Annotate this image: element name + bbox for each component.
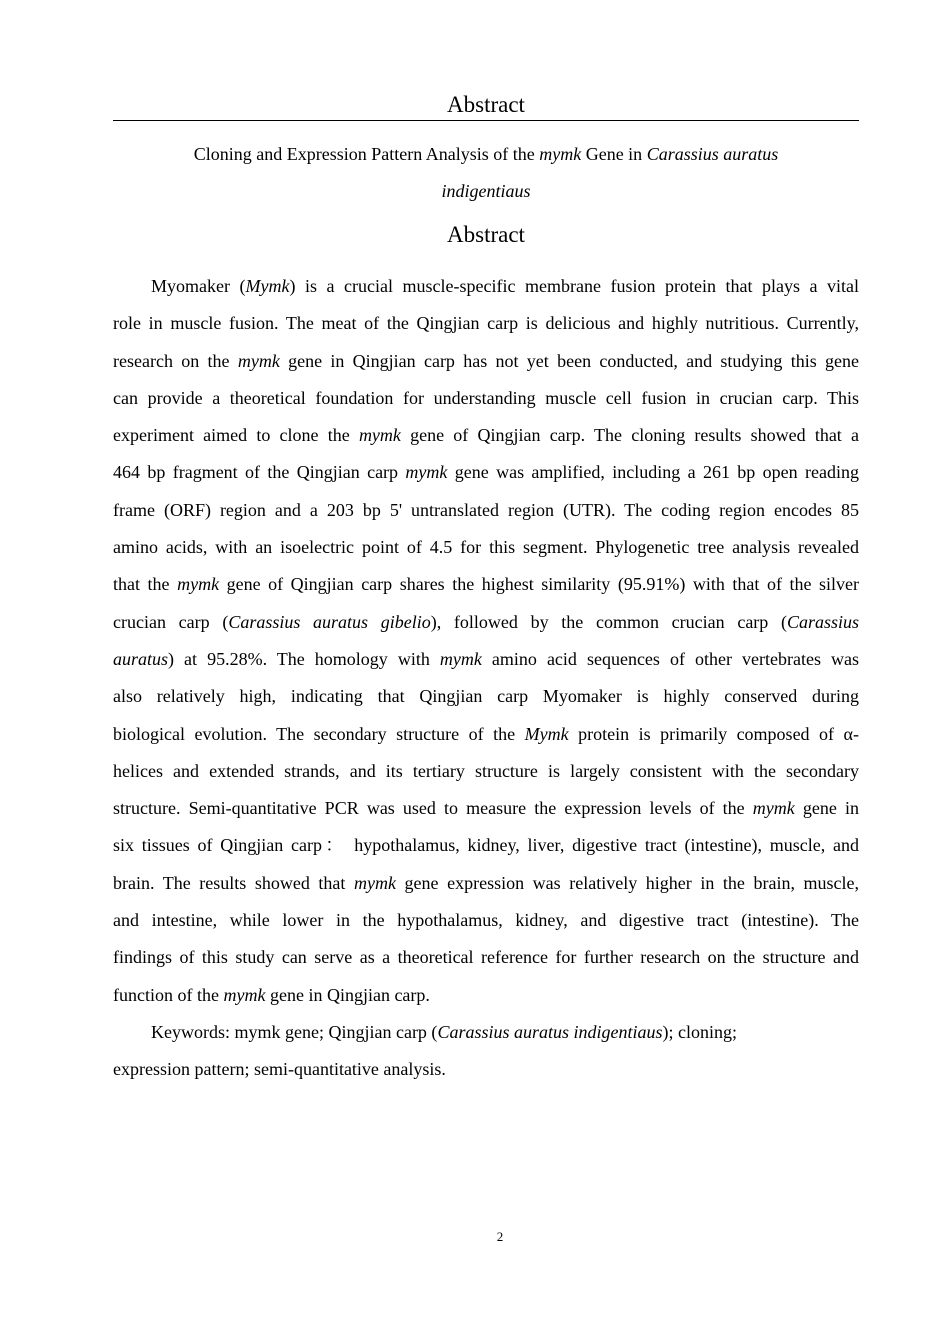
- header-rule: [113, 120, 859, 121]
- italic-term: mymk: [405, 462, 448, 483]
- italic-term: Carassius auratus: [646, 144, 779, 164]
- text-run: Gene in: [581, 144, 647, 164]
- text-run: function of the: [113, 984, 224, 1005]
- body-line: [113, 902, 859, 939]
- italic-term: mymk: [177, 574, 220, 595]
- body-line: [113, 417, 859, 454]
- text-run: amino acid sequences of other vertebrates was: [481, 648, 859, 669]
- body-line: [113, 977, 859, 1014]
- text-run: that the: [113, 574, 178, 595]
- body-line: [113, 380, 859, 417]
- italic-term: mymk: [237, 350, 280, 371]
- body-line: [113, 343, 859, 380]
- body-line: [113, 454, 859, 491]
- italic-term: mymk: [439, 648, 482, 669]
- text-run: gene of Qingjian carp. The cloning results showed that a: [400, 425, 859, 446]
- text-run: ); cloning;: [662, 1021, 737, 1042]
- text-run: 464 bp fragment of the Qingjian carp: [113, 462, 406, 483]
- body-line: [113, 268, 859, 305]
- body-line: [113, 492, 859, 529]
- text-run: crucian carp (: [113, 611, 229, 632]
- italic-term: Carassius auratus gibelio: [228, 611, 431, 632]
- body-line: [113, 865, 859, 902]
- paper-title: [113, 136, 859, 210]
- running-header: Abstract: [447, 92, 525, 117]
- keywords-line: [113, 1014, 859, 1051]
- keywords-line: [113, 1051, 859, 1088]
- body-line: [113, 305, 859, 342]
- text-run: six tissues of Qingjian carp： hypothalamus, kidney, liver, digestive tract (intestine), muscle, and: [113, 835, 859, 856]
- body-line: [113, 566, 859, 603]
- text-run: structure. Semi-quantitative PCR was used to measure the expression levels of the: [113, 798, 753, 819]
- text-run: findings of this study can serve as a theoretical reference for further research on the structure and: [113, 947, 859, 968]
- text-run: Cloning and Expression Pattern Analysis of the: [193, 144, 540, 164]
- body-line: [113, 529, 859, 566]
- text-run: protein is primarily composed of α-: [568, 723, 859, 744]
- italic-term: Carassius auratus indigentiaus: [437, 1021, 663, 1042]
- italic-term: mymk: [539, 144, 582, 164]
- title-line-2: [113, 173, 859, 210]
- text-run: amino acids, with an isoelectric point of 4.5 for this segment. Phylogenetic tree analysis revealed: [113, 537, 859, 558]
- title-line-1: [113, 136, 859, 173]
- italic-term: auratus: [113, 648, 169, 669]
- body-line: [113, 939, 859, 976]
- text-run: Keywords: mymk gene; Qingjian carp (: [151, 1021, 438, 1042]
- text-run: and intestine, while lower in the hypothalamus, kidney, and digestive tract (intestine). The: [113, 910, 859, 931]
- page-number: 2: [496, 1229, 504, 1244]
- text-run: expression pattern; semi-quantitative analysis.: [113, 1059, 446, 1080]
- text-run: gene expression was relatively higher in the brain, muscle,: [395, 872, 860, 893]
- body-line: [113, 678, 859, 715]
- body-line: [113, 790, 859, 827]
- italic-term: mymk: [752, 798, 795, 819]
- text-run: biological evolution. The secondary structure of the: [113, 723, 525, 744]
- text-run: ) is a crucial muscle-specific membrane fusion protein that plays a vital: [289, 276, 859, 296]
- text-run: gene of Qingjian carp shares the highest similarity (95.91%) with that of the silver: [219, 574, 859, 595]
- text-run: can provide a theoretical foundation for understanding muscle cell fusion in crucian carp. This: [113, 387, 859, 408]
- italic-term: mymk: [354, 872, 396, 893]
- italic-term: mymk: [223, 984, 266, 1005]
- body-line: [113, 827, 859, 864]
- text-run: Myomaker (: [151, 276, 246, 296]
- body-line: [113, 753, 859, 790]
- text-run: brain. The results showed that: [113, 872, 354, 893]
- text-run: also relatively high, indicating that Qingjian carp Myomaker is highly conserved during: [113, 686, 859, 707]
- body-line: [113, 604, 859, 641]
- text-run: gene in Qingjian carp.: [265, 984, 430, 1005]
- abstract-body: [113, 268, 859, 1089]
- italic-term: indigentiaus: [441, 181, 531, 201]
- abstract-heading: Abstract: [447, 222, 525, 247]
- text-run: ) at 95.28%. The homology with: [168, 648, 440, 669]
- text-run: experiment aimed to clone the: [113, 425, 359, 446]
- italic-term: mymk: [358, 425, 401, 446]
- body-line: [113, 716, 859, 753]
- italic-term: Carassius: [786, 611, 860, 632]
- text-run: gene was amplified, including a 261 bp open reading: [447, 462, 859, 483]
- text-run: research on the: [113, 350, 238, 371]
- italic-term: Mymk: [245, 276, 290, 296]
- text-run: gene in: [794, 798, 859, 819]
- text-run: helices and extended strands, and its tertiary structure is largely consistent with the secondary: [113, 760, 859, 781]
- text-run: gene in Qingjian carp has not yet been conducted, and studying this gene: [279, 350, 859, 371]
- body-line: [113, 641, 859, 678]
- text-run: role in muscle fusion. The meat of the Qingjian carp is delicious and highly nutritious. Currently,: [113, 313, 859, 334]
- italic-term: Mymk: [524, 723, 569, 744]
- text-run: ), followed by the common crucian carp (: [430, 611, 787, 632]
- text-run: frame (ORF) region and a 203 bp 5' untranslated region (UTR). The coding region encodes 85: [113, 499, 859, 520]
